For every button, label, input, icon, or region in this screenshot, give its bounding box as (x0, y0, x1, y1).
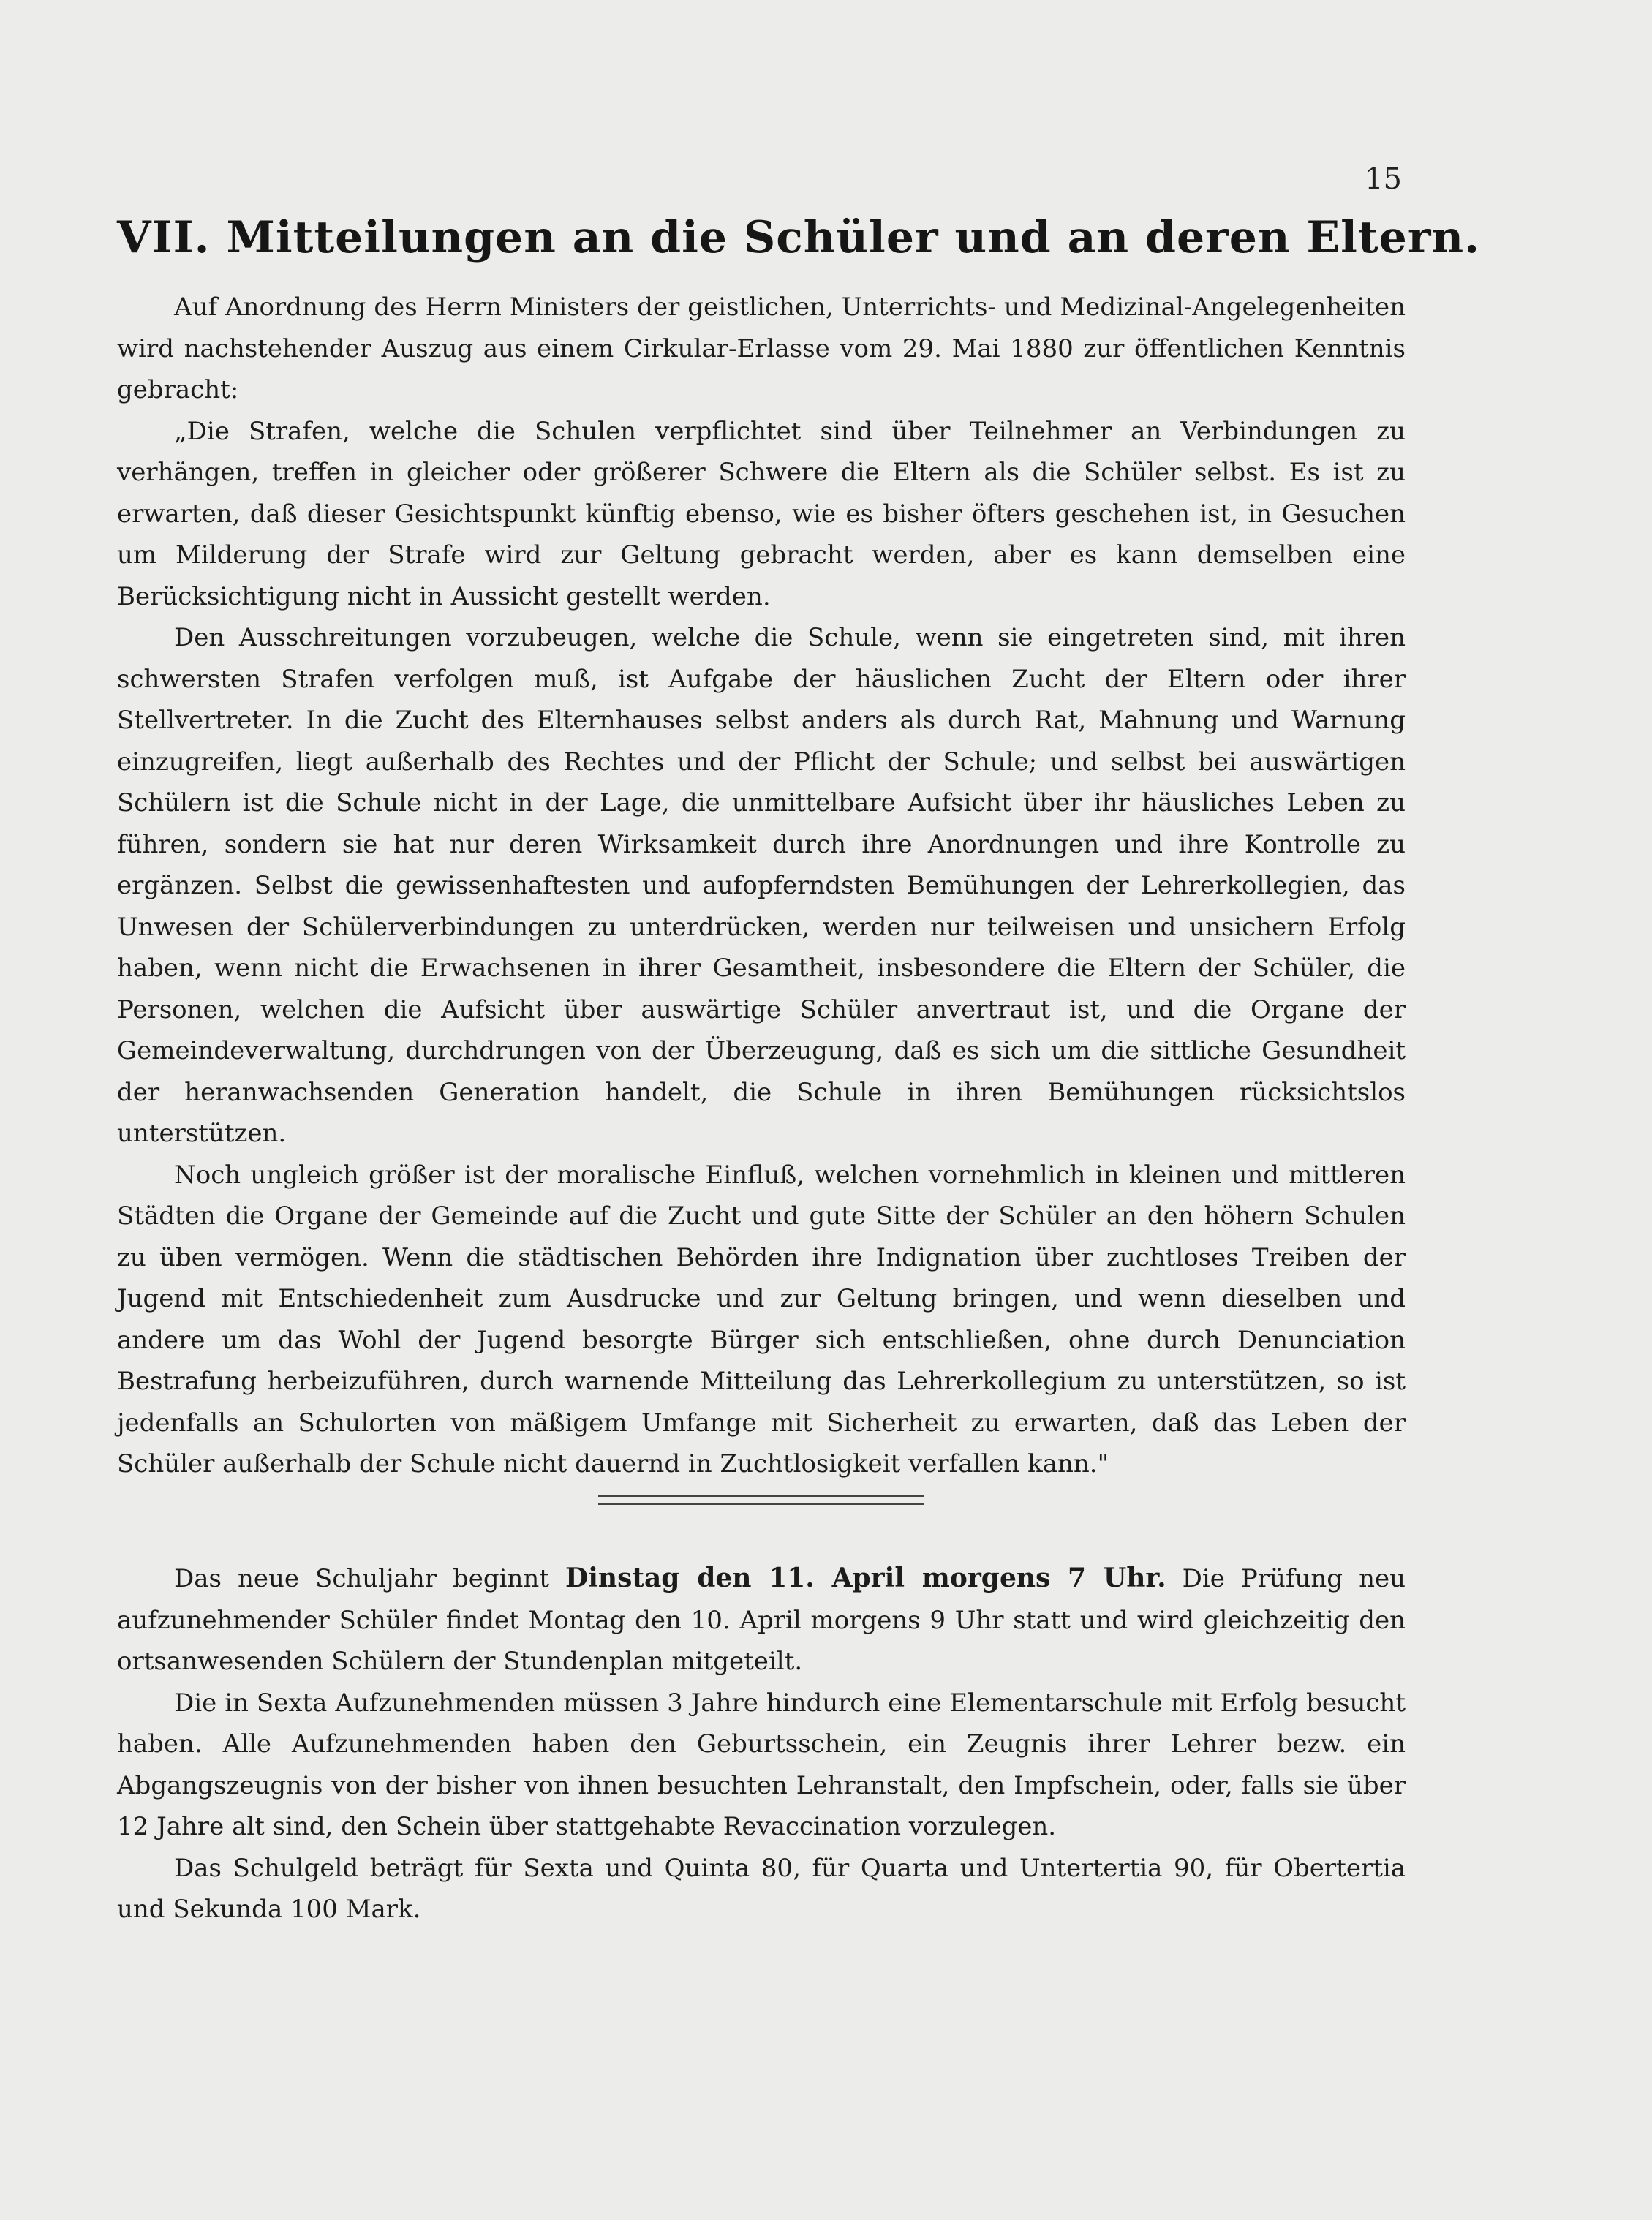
tuition-paragraph: Das Schulgeld beträgt für Sexta und Quinta 80, für Quarta und Untertertia 90, für Obertertia und Sekunda 100 Mark. (117, 1853, 1406, 1924)
decree-quote (117, 411, 1406, 1485)
quote-paragraph-1: „Die Strafen, welche die Schulen verpflichtet sind über Teilnehmer an Verbindungen zu verhängen, treffen in gleicher oder größerer Schwere die Eltern als die Schüler selbst. Es ist zu erwarten, daß dieser Gesichtspunkt künftig ebenso, wie es bisher öfters geschehen ist, in Gesuchen um Milderung der Strafe wird zur Geltung gebracht werden, aber es kann demselben eine Berücksichtigung nicht in Aussicht gestellt werden. (117, 416, 1406, 611)
quote-paragraph-2: Den Ausschreitungen vorzubeugen, welche die Schule, wenn sie eingetreten sind, mit ihren schwersten Strafen verfolgen muß, ist Aufgabe der häuslichen Zucht der Eltern oder ihrer Stellvertreter. In die Zucht des Elternhauses selbst anders als durch Rat, Mahnung und Warnung einzugreifen, liegt außerhalb des Rechtes und der Pflicht der Schule; und selbst bei auswärtigen Schülern ist die Schule nicht in der Lage, die unmittelbare Aufsicht über ihr häusliches Leben zu führen, sondern sie hat nur deren Wirksamkeit durch ihre Anordnungen und ihre Kontrolle zu ergänzen. Selbst die gewissenhaftesten und aufopferndsten Bemühungen der Lehrerkollegien, das Unwesen der Schülerverbindungen zu unterdrücken, werden nur teilweisen und unsichern Erfolg haben, wenn nicht die Erwachsenen in ihrer Gesamtheit, insbesondere die Eltern der Schüler, die Personen, welchen die Aufsicht über auswärtige Schüler anvertraut ist, und die Organe der Gemeindeverwaltung, durchdrungen von der Überzeugung, daß es sich um die sittliche Gesundheit der heranwachsenden Generation handelt, die Schule in ihren Bemühungen rücksichtslos unterstützen. (117, 623, 1406, 1148)
intro-paragraph: Auf Anordnung des Herrn Ministers der geistlichen, Unterrichts- und Medizinal-Angelegenheiten wird nachstehender Auszug aus einem Cirkular-Erlasse vom 29. Mai 1880 zur öffentlichen Kenntnis gebracht: (117, 292, 1406, 404)
school-start-date: Dinstag den 11. April morgens 7 Uhr. (565, 1563, 1166, 1593)
double-divider (598, 1495, 924, 1505)
page-number: 15 (1365, 162, 1402, 196)
admission-paragraph: Die in Sexta Aufzunehmenden müssen 3 Jahre hindurch eine Elementarschule mit Erfolg besucht haben. Alle Aufzunehmenden haben den Geburtsschein, ein Zeugnis ihrer Lehrer bezw. ein Abgangszeugnis von der bisher von ihnen besuchten Lehranstalt, den Impfschein, oder, falls sie über 12 Jahre alt sind, den Schein über stattgehabte Revaccination vorzulegen. (117, 1688, 1406, 1841)
section-title: VII. Mitteilungen an die Schüler und an deren Eltern. (117, 212, 1480, 263)
decree-section (117, 287, 1406, 1485)
exam-info: Die Prüfung neu aufzunehmender Schüler findet Montag den 10. April morgens 9 Uhr statt und wird gleichzeitig den ortsanwesenden Schülern der Stundenplan mitgeteilt. (117, 1564, 1406, 1676)
school-start-paragraph (117, 1558, 1406, 1683)
school-start-intro: Das neue Schuljahr beginnt (174, 1564, 549, 1593)
school-year-section (117, 1558, 1406, 1930)
quote-paragraph-3: Noch ungleich größer ist der moralische Einfluß, welchen vornehmlich in kleinen und mittleren Städten die Organe der Gemeinde auf die Zucht und gute Sitte der Schüler an den höhern Schulen zu üben vermögen. Wenn die städtischen Behörden ihre Indignation über zuchtloses Treiben der Jugend mit Entschiedenheit zum Ausdrucke und zur Geltung bringen, und wenn dieselben und andere um das Wohl der Jugend besorgte Bürger sich entschließen, ohne durch Denunciation Bestrafung herbeizuführen, durch warnende Mitteilung das Lehrerkollegium zu unterstützen, so ist jedenfalls an Schulorten von mäßigem Umfange mit Sicherheit zu erwarten, daß das Leben der Schüler außerhalb der Schule nicht dauernd in Zuchtlosigkeit verfallen kann." (117, 1160, 1406, 1479)
